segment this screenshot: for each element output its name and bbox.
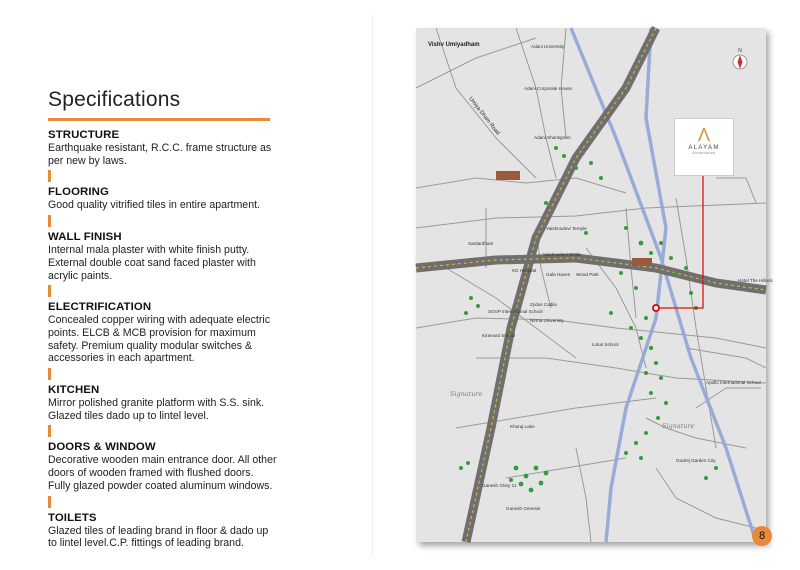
spec-structure — [48, 129, 278, 167]
map-label: Sardardham — [468, 241, 494, 246]
spec-heading: DOORS & WINDOW — [48, 441, 156, 454]
spec-body: Good quality vitrified tiles in entire apartment. — [48, 199, 260, 212]
compass — [730, 48, 750, 76]
map-label: Adani Corporate House — [524, 86, 573, 91]
spec-body: Glazed tiles of leading brand in floor & dado up to lintel level.C.P. fittings of leading brand. — [48, 524, 269, 550]
map-label: Kiranvati School — [482, 333, 516, 338]
section-marker — [48, 215, 51, 227]
spec-heading: KITCHEN — [48, 384, 100, 397]
title-underline — [48, 118, 270, 121]
section-marker — [48, 368, 51, 380]
page-number: 8 — [752, 526, 772, 546]
map-label: Apollo International School — [706, 380, 761, 385]
spec-flooring — [48, 186, 278, 212]
map-label: Lotus School — [592, 342, 619, 347]
spec-body: Decorative wooden main entrance door. All other doors of wooden framed with flushed doors. Fully glazed powder coated aluminum windows. — [48, 454, 277, 492]
page-title: Specifications — [48, 88, 181, 111]
spec-body: Mirror polished granite platform with S.S. sink. Glazed tiles dado up to lintel level. — [48, 397, 265, 422]
map-label: Umiya Dham Road — [467, 96, 501, 137]
logo-sub: Ahmedabad — [692, 151, 716, 155]
spec-electrification — [48, 301, 278, 365]
map-label: Vaishnodevi Temple — [546, 226, 587, 231]
project-logo-card — [674, 118, 734, 176]
location-map — [416, 28, 773, 542]
map-label: Khoraj Lake — [510, 424, 535, 429]
specifications-panel — [48, 88, 278, 550]
spec-doors-window — [48, 441, 278, 492]
signature-logo: Signature — [662, 422, 695, 430]
spec-body: Internal mala plaster with white finish putty. External double coat sand faced plaster with acrylic paints. — [48, 244, 256, 282]
map-label: Vaishnodevi Circle — [543, 252, 581, 257]
logo-triangle-icon: Λ — [697, 125, 711, 145]
map-label: Adani University — [531, 44, 565, 49]
spec-heading: STRUCTURE — [48, 129, 120, 141]
map-label: Ganesh Glory 11 — [482, 483, 517, 488]
signature-logo: Signature — [450, 390, 483, 398]
map-label: KD Hospital — [512, 268, 537, 273]
map-label: Nirma University — [530, 318, 564, 323]
map-label: Ganesh Genesis — [506, 506, 541, 511]
section-marker — [48, 496, 51, 508]
spec-heading: ELECTRIFICATION — [48, 301, 152, 314]
map-label: Hotel The Hillock — [738, 278, 773, 283]
map-label: Zydus Cadila — [530, 302, 557, 307]
page-divider — [372, 15, 373, 555]
spec-kitchen — [48, 384, 278, 422]
map-label: SGVP International School — [488, 309, 543, 314]
spec-heading: FLOORING — [48, 186, 109, 199]
compass-north: N — [738, 48, 742, 54]
spec-heading: TOILETS — [48, 511, 97, 524]
spec-body: Concealed copper wiring with adequate electric points. ELCB & MCB provision for maximum safety. Premium quality modular switches & accessories in each apartment. — [48, 314, 271, 365]
spec-wall-finish — [48, 231, 278, 282]
spec-heading: WALL FINISH — [48, 231, 122, 244]
map-label: Gala Haven — [546, 272, 571, 277]
section-marker — [48, 285, 51, 297]
map-label: Godrej Garden City — [676, 458, 716, 463]
section-marker — [48, 425, 51, 437]
map-label: Vishv Umiyadham — [428, 42, 480, 48]
logo-brand: ALAYAM — [688, 145, 720, 151]
section-marker — [48, 170, 51, 182]
map-label: Wood Park — [576, 272, 599, 277]
spec-toilets — [48, 512, 278, 550]
spec-body: Earthquake resistant, R.C.C. frame structure as per new by laws. — [48, 142, 272, 167]
map-graphic — [416, 28, 766, 542]
map-label: Adani Shantigram — [534, 135, 571, 140]
